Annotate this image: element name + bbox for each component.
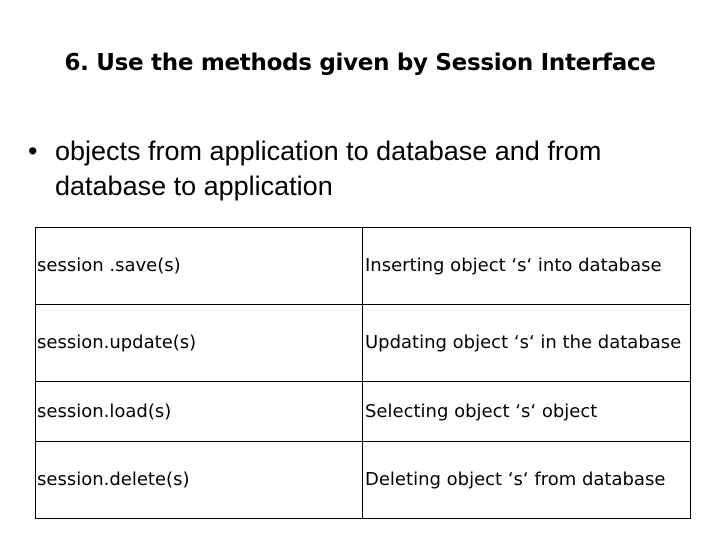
- table-row: [36, 442, 691, 519]
- table-row: [36, 305, 691, 382]
- bullet-text: objects from application to database and from database to application: [55, 136, 602, 201]
- session-methods-table: [35, 227, 691, 519]
- description-cell: Inserting object ‘s‘ into database: [363, 228, 691, 305]
- method-cell: session.update(s): [36, 305, 363, 382]
- slide-title: 6. Use the methods given by Session Interface: [64, 50, 656, 76]
- bullet-point: [28, 134, 688, 204]
- table-row: [36, 228, 691, 305]
- method-cell: session .save(s): [36, 228, 363, 305]
- description-cell: Deleting object ‘s‘ from database: [363, 442, 691, 519]
- method-cell: session.load(s): [36, 382, 363, 442]
- description-cell: Updating object ‘s‘ in the database: [363, 305, 691, 382]
- method-cell: session.delete(s): [36, 442, 363, 519]
- bullet-dot-icon: •: [28, 136, 38, 166]
- description-cell: Selecting object ‘s‘ object: [363, 382, 691, 442]
- table-row: [36, 382, 691, 442]
